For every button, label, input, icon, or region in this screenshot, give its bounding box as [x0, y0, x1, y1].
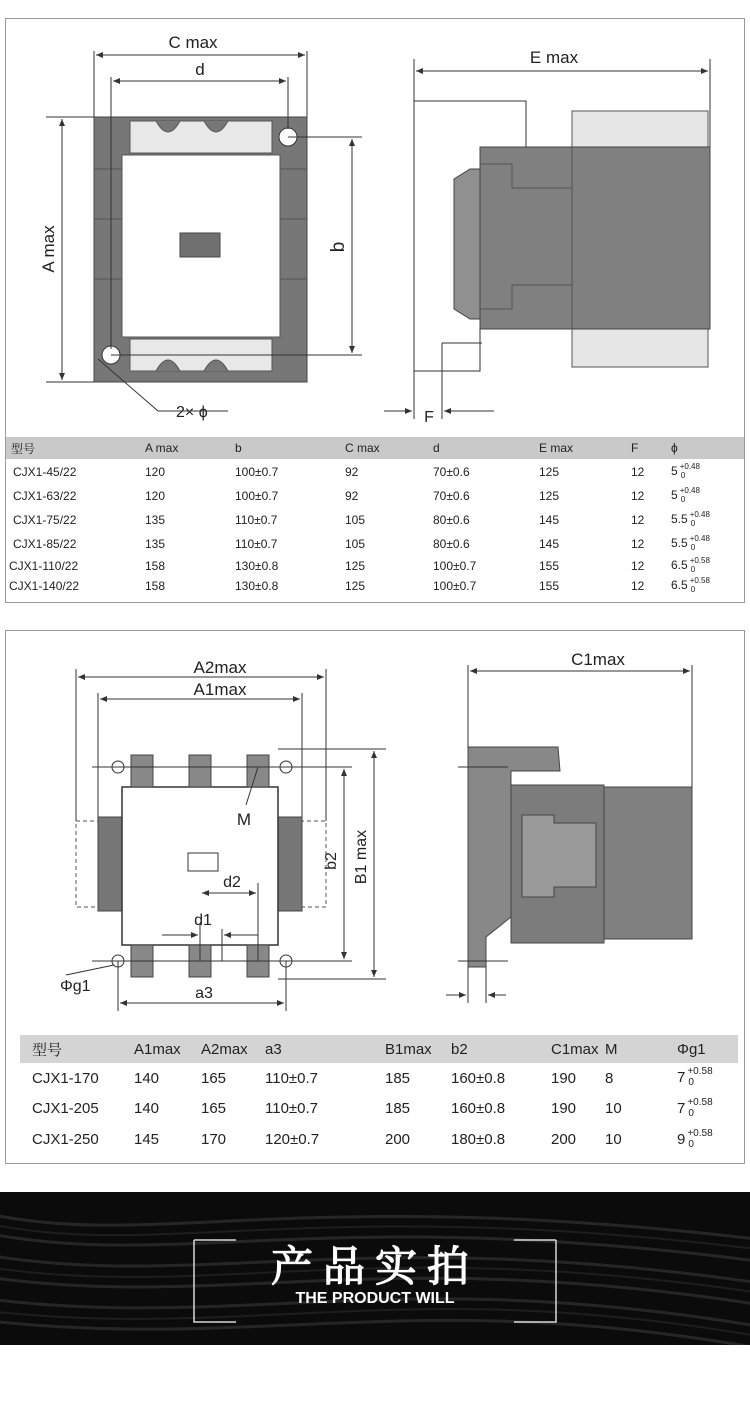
cell-c1max: 190	[551, 1100, 577, 1117]
cell-model: CJX1-170	[32, 1069, 99, 1087]
cell-a1max: 145	[134, 1131, 160, 1148]
cell-d: 100±0.7	[433, 579, 477, 593]
cell-m: 10	[605, 1100, 622, 1117]
header-c-max: C max	[345, 441, 380, 455]
product-photo-banner	[0, 1192, 750, 1345]
header-a2max: A2max	[201, 1040, 248, 1058]
label-d: d	[195, 60, 205, 79]
side-view	[414, 101, 710, 371]
cell-b2: 160±0.8	[451, 1100, 506, 1117]
cell-model: CJX1-250	[32, 1131, 99, 1148]
cell-b: 100±0.7	[235, 464, 279, 479]
cell-f: 12	[631, 559, 645, 573]
header-model: 型号	[32, 1041, 63, 1059]
label-m: M	[236, 810, 252, 829]
header-phi: ϕ	[671, 441, 678, 455]
cell-b2: 160±0.8	[451, 1069, 506, 1087]
cell-d: 80±0.6	[433, 537, 470, 551]
cell-a3: 110±0.7	[265, 1100, 318, 1117]
cell-model: CJX1-140/22	[9, 579, 80, 593]
dimension-panel-large	[5, 630, 745, 1164]
table-header	[6, 437, 744, 459]
cell-a-max: 120	[145, 464, 166, 479]
header-b: b	[235, 441, 242, 455]
cell-a-max: 158	[145, 559, 166, 573]
cell-c-max: 125	[345, 579, 366, 593]
cell-e-max: 145	[539, 537, 560, 551]
cell-e-max: 125	[539, 464, 560, 479]
cell-a-max: 135	[145, 537, 166, 551]
header-b1max: B1max	[385, 1040, 432, 1058]
cell-b1max: 185	[385, 1100, 411, 1117]
label-d1: d1	[194, 912, 212, 929]
cell-a-max: 120	[145, 489, 166, 503]
cell-f: 12	[631, 579, 645, 593]
header-c1max: C1max	[551, 1040, 599, 1058]
cell-f: 12	[631, 513, 645, 527]
cell-b: 110±0.7	[235, 513, 278, 527]
front-view-large	[76, 755, 326, 977]
cell-m: 10	[605, 1131, 622, 1148]
cell-model: CJX1-85/22	[13, 537, 77, 551]
cell-c-max: 105	[345, 513, 366, 527]
header-f: F	[631, 441, 639, 455]
cell-model: CJX1-45/22	[13, 464, 77, 479]
cell-a2max: 170	[201, 1131, 227, 1148]
table-row	[20, 1063, 738, 1093]
header-model: 型号	[11, 441, 36, 456]
header-m: M	[605, 1040, 618, 1058]
cell-e-max: 155	[539, 579, 560, 593]
cell-d: 80±0.6	[433, 513, 470, 527]
cell-phig1: 7 +0.58 0	[677, 1066, 713, 1088]
label-holes: 2× ϕ	[176, 404, 208, 421]
cell-model: CJX1-75/22	[13, 513, 77, 527]
spec-table-small	[6, 437, 744, 596]
cell-d: 100±0.7	[433, 559, 477, 573]
cell-c1max: 190	[551, 1069, 577, 1087]
cell-a-max: 158	[145, 579, 166, 593]
cell-b1max: 185	[385, 1069, 411, 1087]
label-b: b	[328, 241, 349, 253]
cell-c-max: 125	[345, 559, 366, 573]
label-e-max: E max	[529, 48, 579, 67]
cell-f: 12	[631, 537, 645, 551]
drawing-small-models	[6, 19, 744, 439]
table-row	[6, 532, 744, 556]
label-c1max: C1max	[571, 650, 625, 669]
table-row	[20, 1093, 738, 1124]
cell-model: CJX1-63/22	[13, 489, 77, 503]
cell-b: 100±0.7	[235, 489, 279, 503]
label-f: F	[424, 409, 434, 426]
cell-d: 70±0.6	[433, 464, 470, 479]
cell-a1max: 140	[134, 1100, 160, 1117]
label-a1max: A1max	[193, 680, 247, 699]
cell-b1max: 200	[385, 1131, 411, 1148]
label-a-max: A max	[39, 225, 58, 273]
label-a3: a3	[195, 985, 213, 1002]
spec-table-large	[20, 1035, 738, 1155]
drawing-large-models	[6, 631, 744, 1031]
cell-a1max: 140	[134, 1069, 160, 1087]
cell-c-max: 105	[345, 537, 366, 551]
label-c-max: C max	[168, 33, 218, 52]
cell-model: CJX1-205	[32, 1100, 99, 1117]
header-d: d	[433, 441, 440, 455]
header-b2: b2	[451, 1040, 468, 1058]
side-view-large	[468, 747, 692, 967]
table-row	[6, 576, 744, 596]
header-e-max: E max	[539, 441, 574, 455]
cell-c-max: 92	[345, 464, 359, 479]
cell-phi: 6.5 +0.58 0	[671, 556, 710, 574]
table-row	[6, 484, 744, 508]
table-row	[6, 459, 744, 484]
cell-phi: 5 +0.48 0	[671, 486, 700, 504]
cell-a-max: 135	[145, 513, 166, 527]
cell-e-max: 125	[539, 489, 560, 503]
header-phig1: Φg1	[677, 1040, 706, 1058]
cell-m: 8	[605, 1069, 614, 1087]
cell-e-max: 145	[539, 513, 560, 527]
cell-phig1: 7 +0.58 0	[677, 1096, 713, 1119]
table-row	[6, 508, 744, 532]
cell-phi: 5.5 +0.48 0	[671, 534, 710, 552]
header-a-max: A max	[145, 441, 179, 455]
cell-b: 130±0.8	[235, 579, 279, 593]
banner-subtitle: THE PRODUCT WILL	[295, 1290, 455, 1307]
table-row	[20, 1124, 738, 1155]
header-a3: a3	[265, 1040, 282, 1058]
label-a2max: A2max	[193, 658, 247, 677]
label-b1max: B1 max	[353, 829, 370, 885]
dimension-panel-small	[5, 18, 745, 603]
cell-c-max: 92	[345, 489, 359, 503]
cell-b: 130±0.8	[235, 559, 279, 573]
cell-f: 12	[631, 489, 645, 503]
header-a1max: A1max	[134, 1040, 181, 1058]
cell-a2max: 165	[201, 1069, 227, 1087]
cell-a3: 110±0.7	[265, 1069, 318, 1087]
cell-model: CJX1-110/22	[9, 559, 79, 573]
cell-a2max: 165	[201, 1100, 227, 1117]
cell-phi: 5 +0.48 0	[671, 461, 700, 480]
table-header	[20, 1035, 738, 1063]
cell-b2: 180±0.8	[451, 1131, 506, 1148]
label-b2: b2	[323, 852, 340, 870]
cell-phi: 5.5 +0.48 0	[671, 510, 710, 528]
cell-e-max: 155	[539, 559, 560, 573]
cell-phig1: 9 +0.58 0	[677, 1127, 713, 1150]
label-phig1: Φg1	[60, 978, 91, 995]
table-row	[6, 556, 744, 576]
front-view	[94, 117, 307, 411]
cell-f: 12	[631, 464, 645, 479]
cell-a3: 120±0.7	[265, 1131, 320, 1148]
cell-phi: 6.5 +0.58 0	[671, 576, 710, 594]
cell-b: 110±0.7	[235, 537, 278, 551]
cell-d: 70±0.6	[433, 489, 470, 503]
cell-c1max: 200	[551, 1131, 577, 1148]
label-d2: d2	[223, 874, 241, 891]
banner-title: 产品实拍	[270, 1242, 479, 1291]
